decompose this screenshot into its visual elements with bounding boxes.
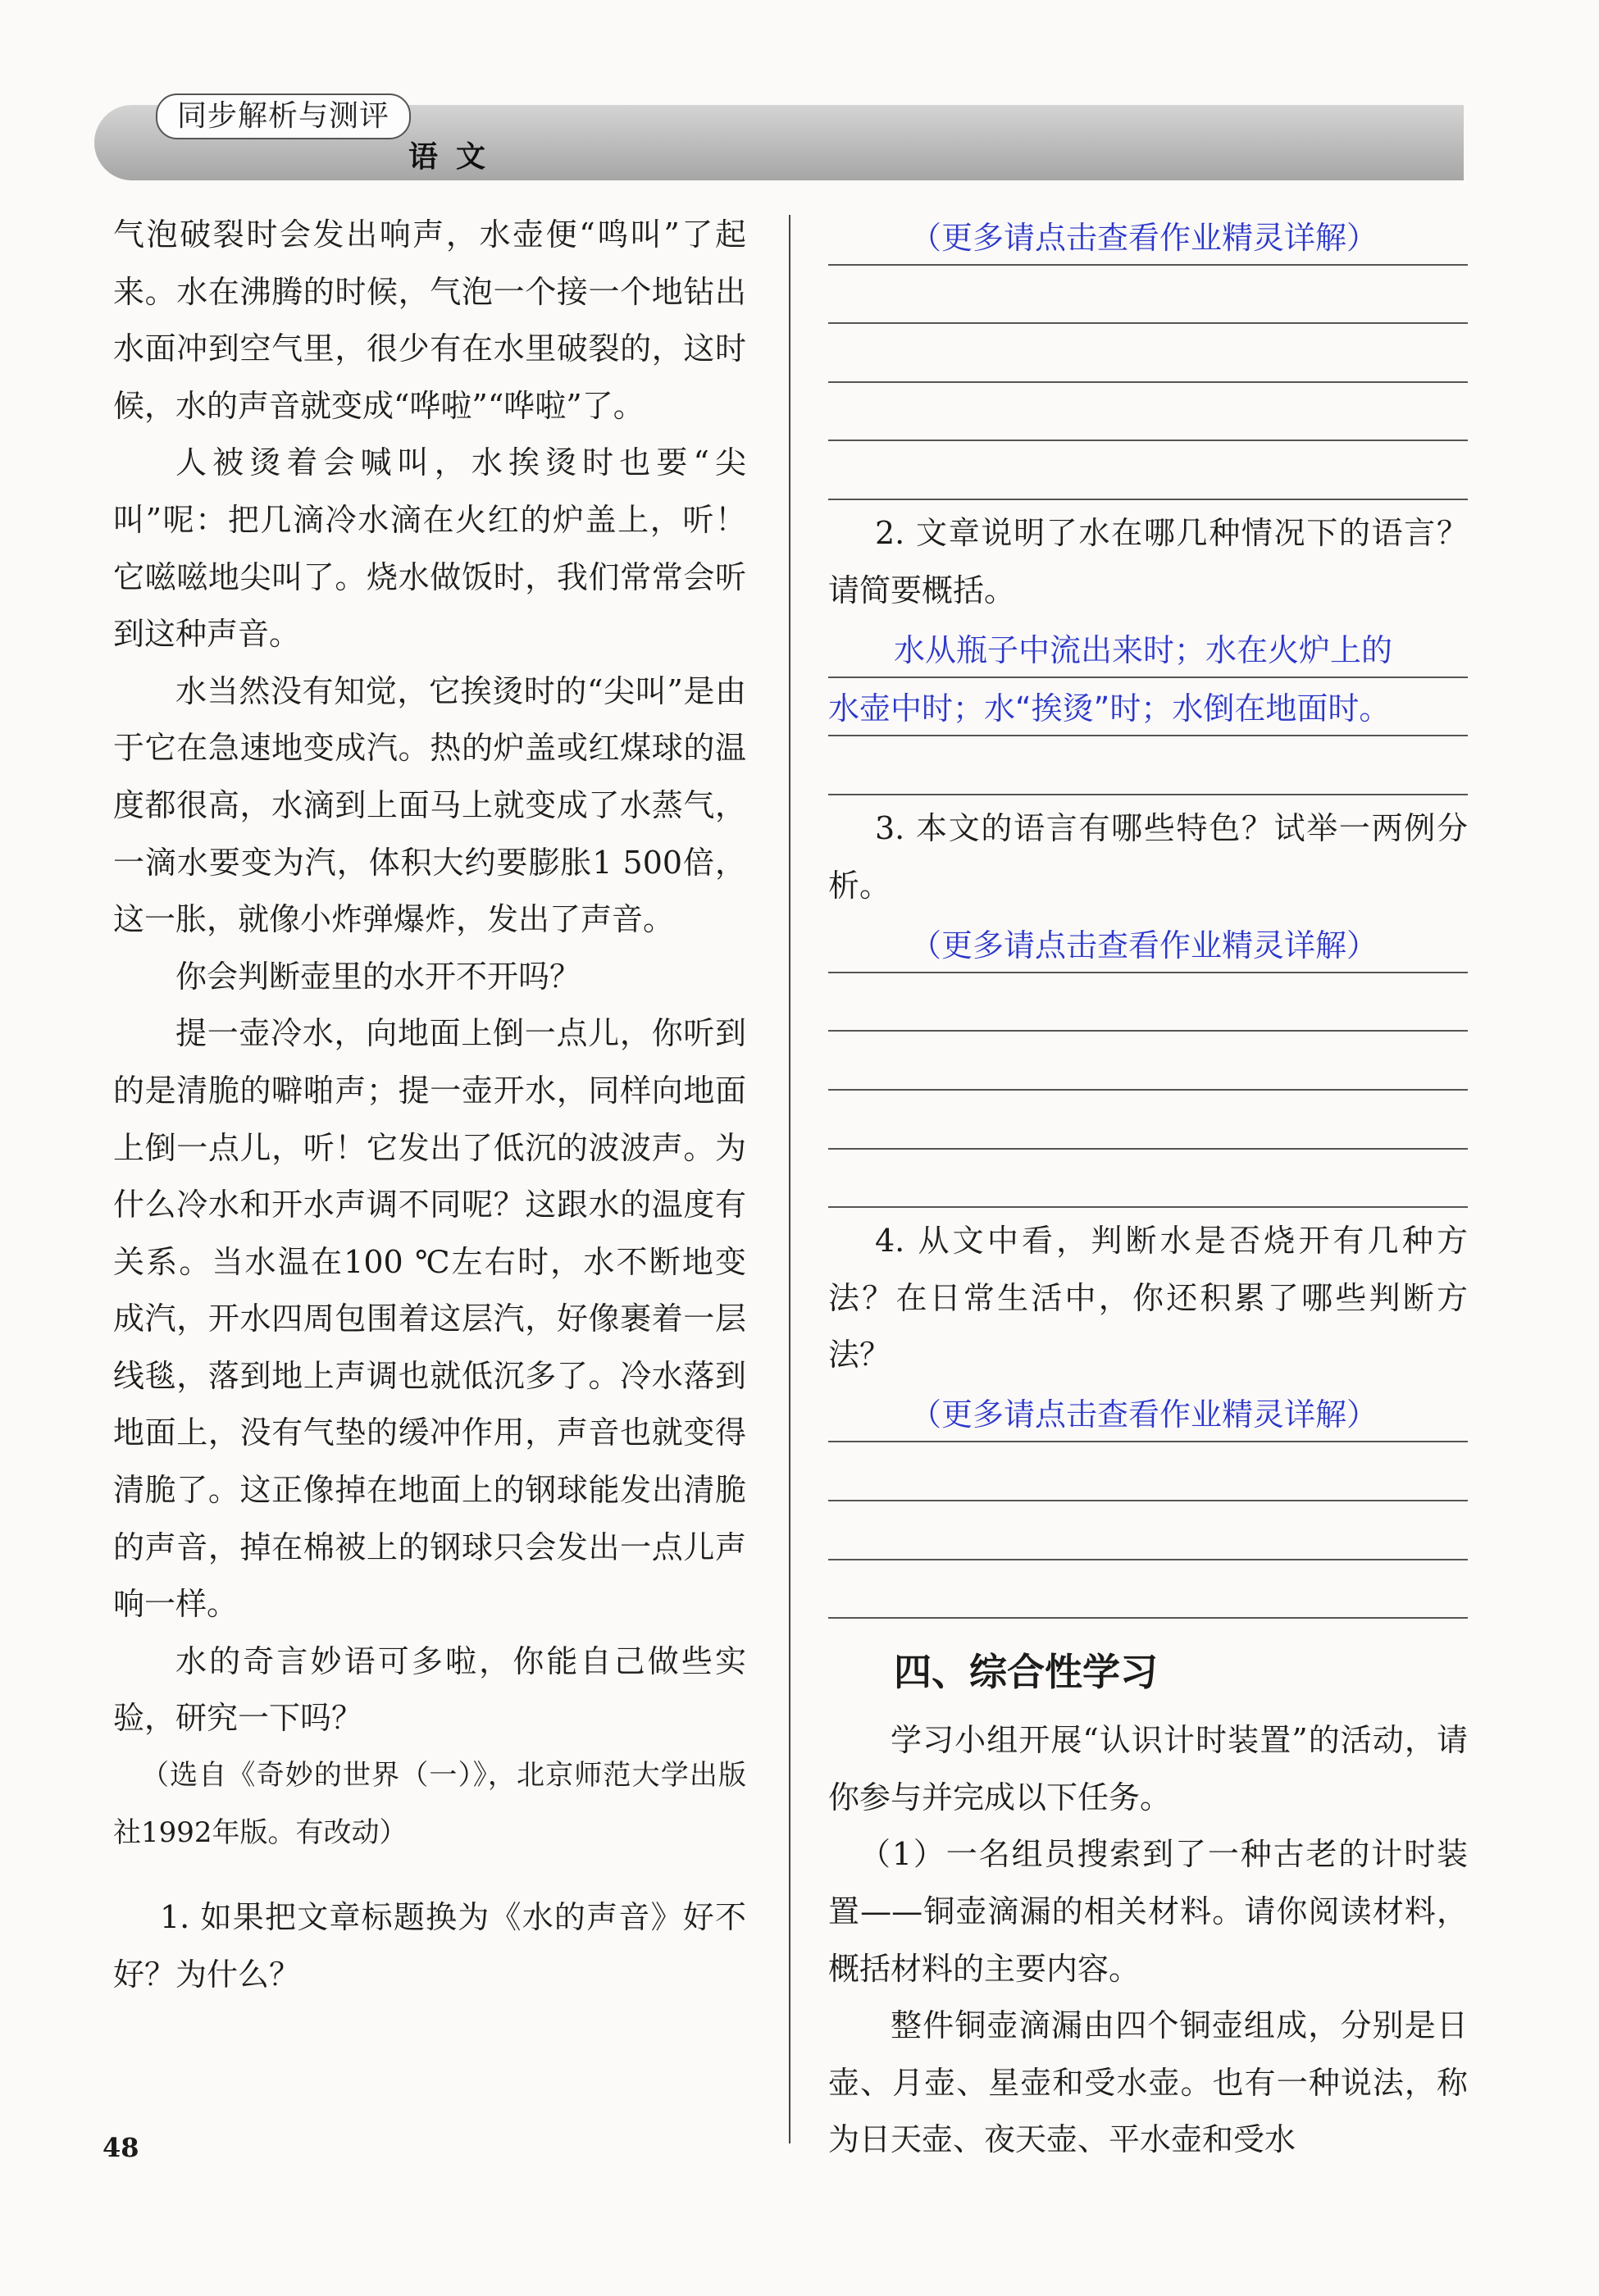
answer-line [828,1560,1468,1620]
paragraph: 水当然没有知觉，它挨烫时的“尖叫”是由于它在急速地变成汽。热的炉盖或红煤球的温度都很高，水滴到上面马上就变成了水蒸气，一滴水要变为汽，体积大约要膨胀1 500倍，这一胀，就像小炸弹爆炸，发出了声音。 [113,672,746,938]
column-divider [789,215,790,2143]
paragraph: 提一壶冷水，向地面上倒一点儿，你听到的是清脆的噼啪声；提一壶开水，同样向地面上倒一点儿，听！它发出了低沉的波波声。为什么冷水和开水声调不同呢？这跟水的温度有关系。当水温在100 ℃左右时，水不断地变成汽，开水四周包围着这层汽，好像裹着一层线毯，落到地上声调也就低沉多了。冷水落到地面上，没有气垫的缓冲作用，声音也就变得清脆了。这正像掉在地面上的钢球能发出清脆的声音，掉在棉被上的钢球只会发出一点儿声响一样。 [113,1015,746,1623]
right-column [828,207,1468,2169]
section-intro: 学习小组开展“认识计时装置”的活动，请你参与并完成以下任务。 [828,1722,1468,1815]
more-details-link[interactable]: （更多请点击查看作业精灵详解） [910,1396,1378,1433]
answer-line [828,973,1468,1032]
answer-2-text: 水从瓶子中流出来时；水在火炉上的 [894,631,1393,668]
answer-2-text: 水壶中时；水“挨烫”时；水倒在地面时。 [828,690,1391,727]
answer-line [828,914,1468,973]
answer-line [828,324,1468,383]
answer-line [828,678,1468,737]
page-number: 48 [102,2132,139,2163]
question-3: 3. 本文的语言有哪些特色？试举一两例分析。 [828,809,1468,904]
answer-line [828,1501,1468,1560]
task-1: （1）一名组员搜索到了一种古老的计时装置——铜壶滴漏的相关材料。请你阅读材料，概括材料的主要内容。 [828,1836,1468,1987]
answer-line [828,1150,1468,1209]
more-details-link[interactable]: （更多请点击查看作业精灵详解） [910,927,1378,963]
paragraph: 人被烫着会喊叫，水挨烫时也要“尖叫”呢：把几滴冷水滴在火红的炉盖上，听！它嗞嗞地尖叫了。烧水做饭时，我们常常会听到这种声音。 [113,444,746,653]
source-citation: （选自《奇妙的世界（一）》，北京师范大学出版社1992年版。有改动） [113,1759,746,1849]
paragraph: 你会判断壶里的水开不开吗？ [175,958,581,995]
question-1: 1. 如果把文章标题换为《水的声音》好不好？为什么？ [113,1899,746,1993]
paragraph: 气泡破裂时会发出响声，水壶便“鸣叫”了起来。水在沸腾的时候，气泡一个接一个地钻出水面冲到空气里，很少有在水里破裂的，这时候，水的声音就变成“哗啦”“哗啦”了。 [113,216,746,424]
question-4: 4. 从文中看，判断水是否烧开有几种方法？在日常生活中，你还积累了哪些判断方法？ [828,1223,1468,1374]
subject-label: 语文 [408,140,504,174]
left-column [113,207,746,2003]
answer-line [828,441,1468,500]
answer-line [828,1442,1468,1501]
question-2: 2. 文章说明了水在哪几种情况下的语言？请简要概括。 [828,514,1468,608]
material-text: 整件铜壶滴漏由四个铜壶组成，分别是日壶、月壶、星壶和受水壶。也有一种说法，称为日天壶、夜天壶、平水壶和受水 [828,2007,1468,2158]
more-details-link[interactable]: （更多请点击查看作业精灵详解） [910,219,1378,256]
book-series-badge: 同步解析与测评 [156,93,411,139]
section-title: 四、综合性学习 [894,1650,1158,1695]
answer-line [828,266,1468,325]
answer-line [828,1091,1468,1150]
answer-line [828,207,1468,266]
answer-line [828,1032,1468,1091]
answer-line [828,619,1468,678]
answer-line [828,1384,1468,1443]
answer-line [828,383,1468,442]
paragraph: 水的奇言妙语可多啦，你能自己做些实验，研究一下吗？ [113,1642,746,1737]
answer-line [828,736,1468,795]
